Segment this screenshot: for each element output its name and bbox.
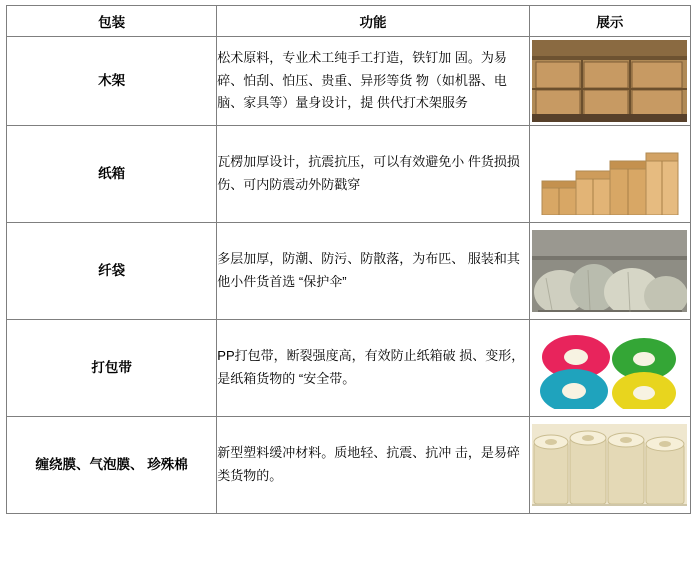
column-header-packaging: 包装: [7, 6, 217, 37]
row-function-stretch-film: 新型塑料缓冲材料。质地轻、抗震、抗冲 击，是易碎类货物的。: [217, 417, 529, 514]
row-image-cell-stretch-film: [529, 417, 690, 514]
row-name-packing-strap: 打包带: [7, 320, 217, 417]
row-image-cell-packing-strap: [529, 320, 690, 417]
row-function-woven-bag: 多层加厚，防潮、防污、防散落，为布匹、 服装和其他小件货首选 “保护伞”: [217, 223, 529, 320]
table-header-row: [7, 6, 691, 37]
row-function-carton: 瓦楞加厚设计，抗震抗压，可以有效避免小 件货损损伤、可内防震动外防戳穿: [217, 126, 529, 223]
table-row: [7, 37, 691, 126]
table-row: [7, 223, 691, 320]
table-row: [7, 320, 691, 417]
row-name-wooden-crate: 木架: [7, 37, 217, 126]
packing-straps-photo: [532, 327, 687, 409]
table-row: [7, 126, 691, 223]
row-name-stretch-film: [7, 417, 217, 514]
row-name-stretch-film-label: 缠绕膜、气泡膜、 珍殊棉: [35, 457, 188, 473]
row-image-cell-woven-bag: [529, 223, 690, 320]
document-page: [0, 5, 699, 575]
packaging-table: [6, 5, 691, 514]
column-header-function: 功能: [217, 6, 529, 37]
row-image-cell-wooden-crate: [529, 37, 690, 126]
row-function-wooden-crate: 松术原料，专业术工纯手工打造，铁钉加 固。为易碎、怕刮、怕压、贵重、异形等货 物（如机器、电脑、家具等）量身设计，提 供代打术架服务: [217, 37, 529, 126]
row-function-packing-strap: PP打包带，断裂强度高，有效防止纸箱破 损、变形，是纸箱货物的 “安全带。: [217, 320, 529, 417]
table-row: [7, 417, 691, 514]
column-header-display: 展示: [529, 6, 690, 37]
woven-bags-photo: [532, 230, 687, 312]
row-image-cell-carton: [529, 126, 690, 223]
wooden-crate-photo: [532, 40, 687, 122]
stretch-film-photo: [532, 424, 687, 506]
row-name-carton: 纸箱: [7, 126, 217, 223]
carton-boxes-photo: [532, 133, 687, 215]
row-name-woven-bag: 纤袋: [7, 223, 217, 320]
